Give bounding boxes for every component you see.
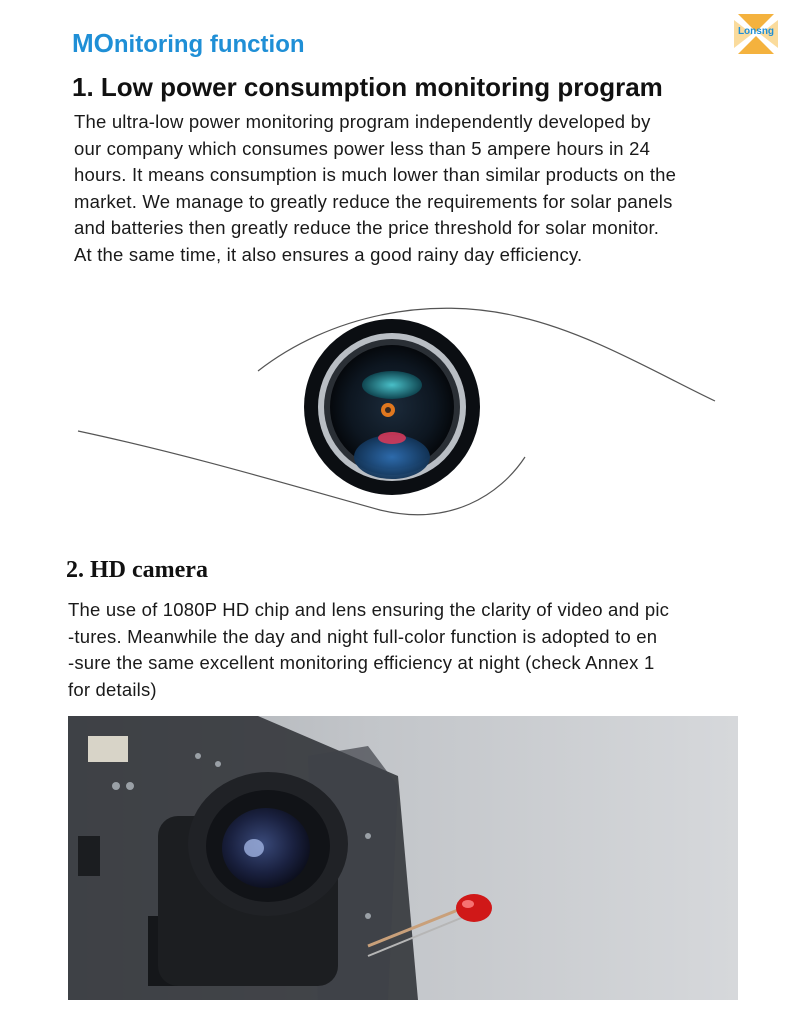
section2-paragraph	[68, 597, 758, 703]
section1-paragraph	[74, 109, 764, 268]
section1-line: market. We manage to greatly reduce the requirements for solar panels	[74, 190, 673, 212]
section1-line: At the same time, it also ensures a good rainy day efficiency.	[74, 243, 583, 265]
section2-line: The use of 1080P HD chip and lens ensuring the clarity of video and pic	[68, 599, 670, 620]
logo-text: Lonsng	[737, 26, 775, 37]
page-title-rest: nitoring function	[113, 31, 305, 58]
section2-line: for details)	[68, 678, 157, 700]
section2-heading: 2. HD camera	[66, 557, 208, 583]
page-title-prefix: MO	[72, 28, 114, 58]
section1-line: and batteries then greatly reduce the price threshold for solar monitor.	[74, 217, 660, 238]
brand-logo	[732, 12, 780, 56]
section1-line: our company which consumes power less than 5 ampere hours in 24	[74, 137, 651, 159]
page-title	[72, 28, 305, 59]
eye-lens-illustration	[70, 295, 730, 535]
camera-module-image	[68, 716, 738, 1000]
section2-line: -tures. Meanwhile the day and night full-color function is adopted to en	[68, 625, 658, 647]
section2-line: -sure the same excellent monitoring efficiency at night (check Annex 1	[68, 652, 655, 673]
camera-module-photo	[68, 716, 738, 1000]
section1-line: hours. It means consumption is much lower than similar products on the	[74, 164, 677, 185]
section1-line: The ultra-low power monitoring program independently developed by	[74, 111, 651, 132]
section1-heading: 1. Low power consumption monitoring program	[72, 72, 663, 102]
